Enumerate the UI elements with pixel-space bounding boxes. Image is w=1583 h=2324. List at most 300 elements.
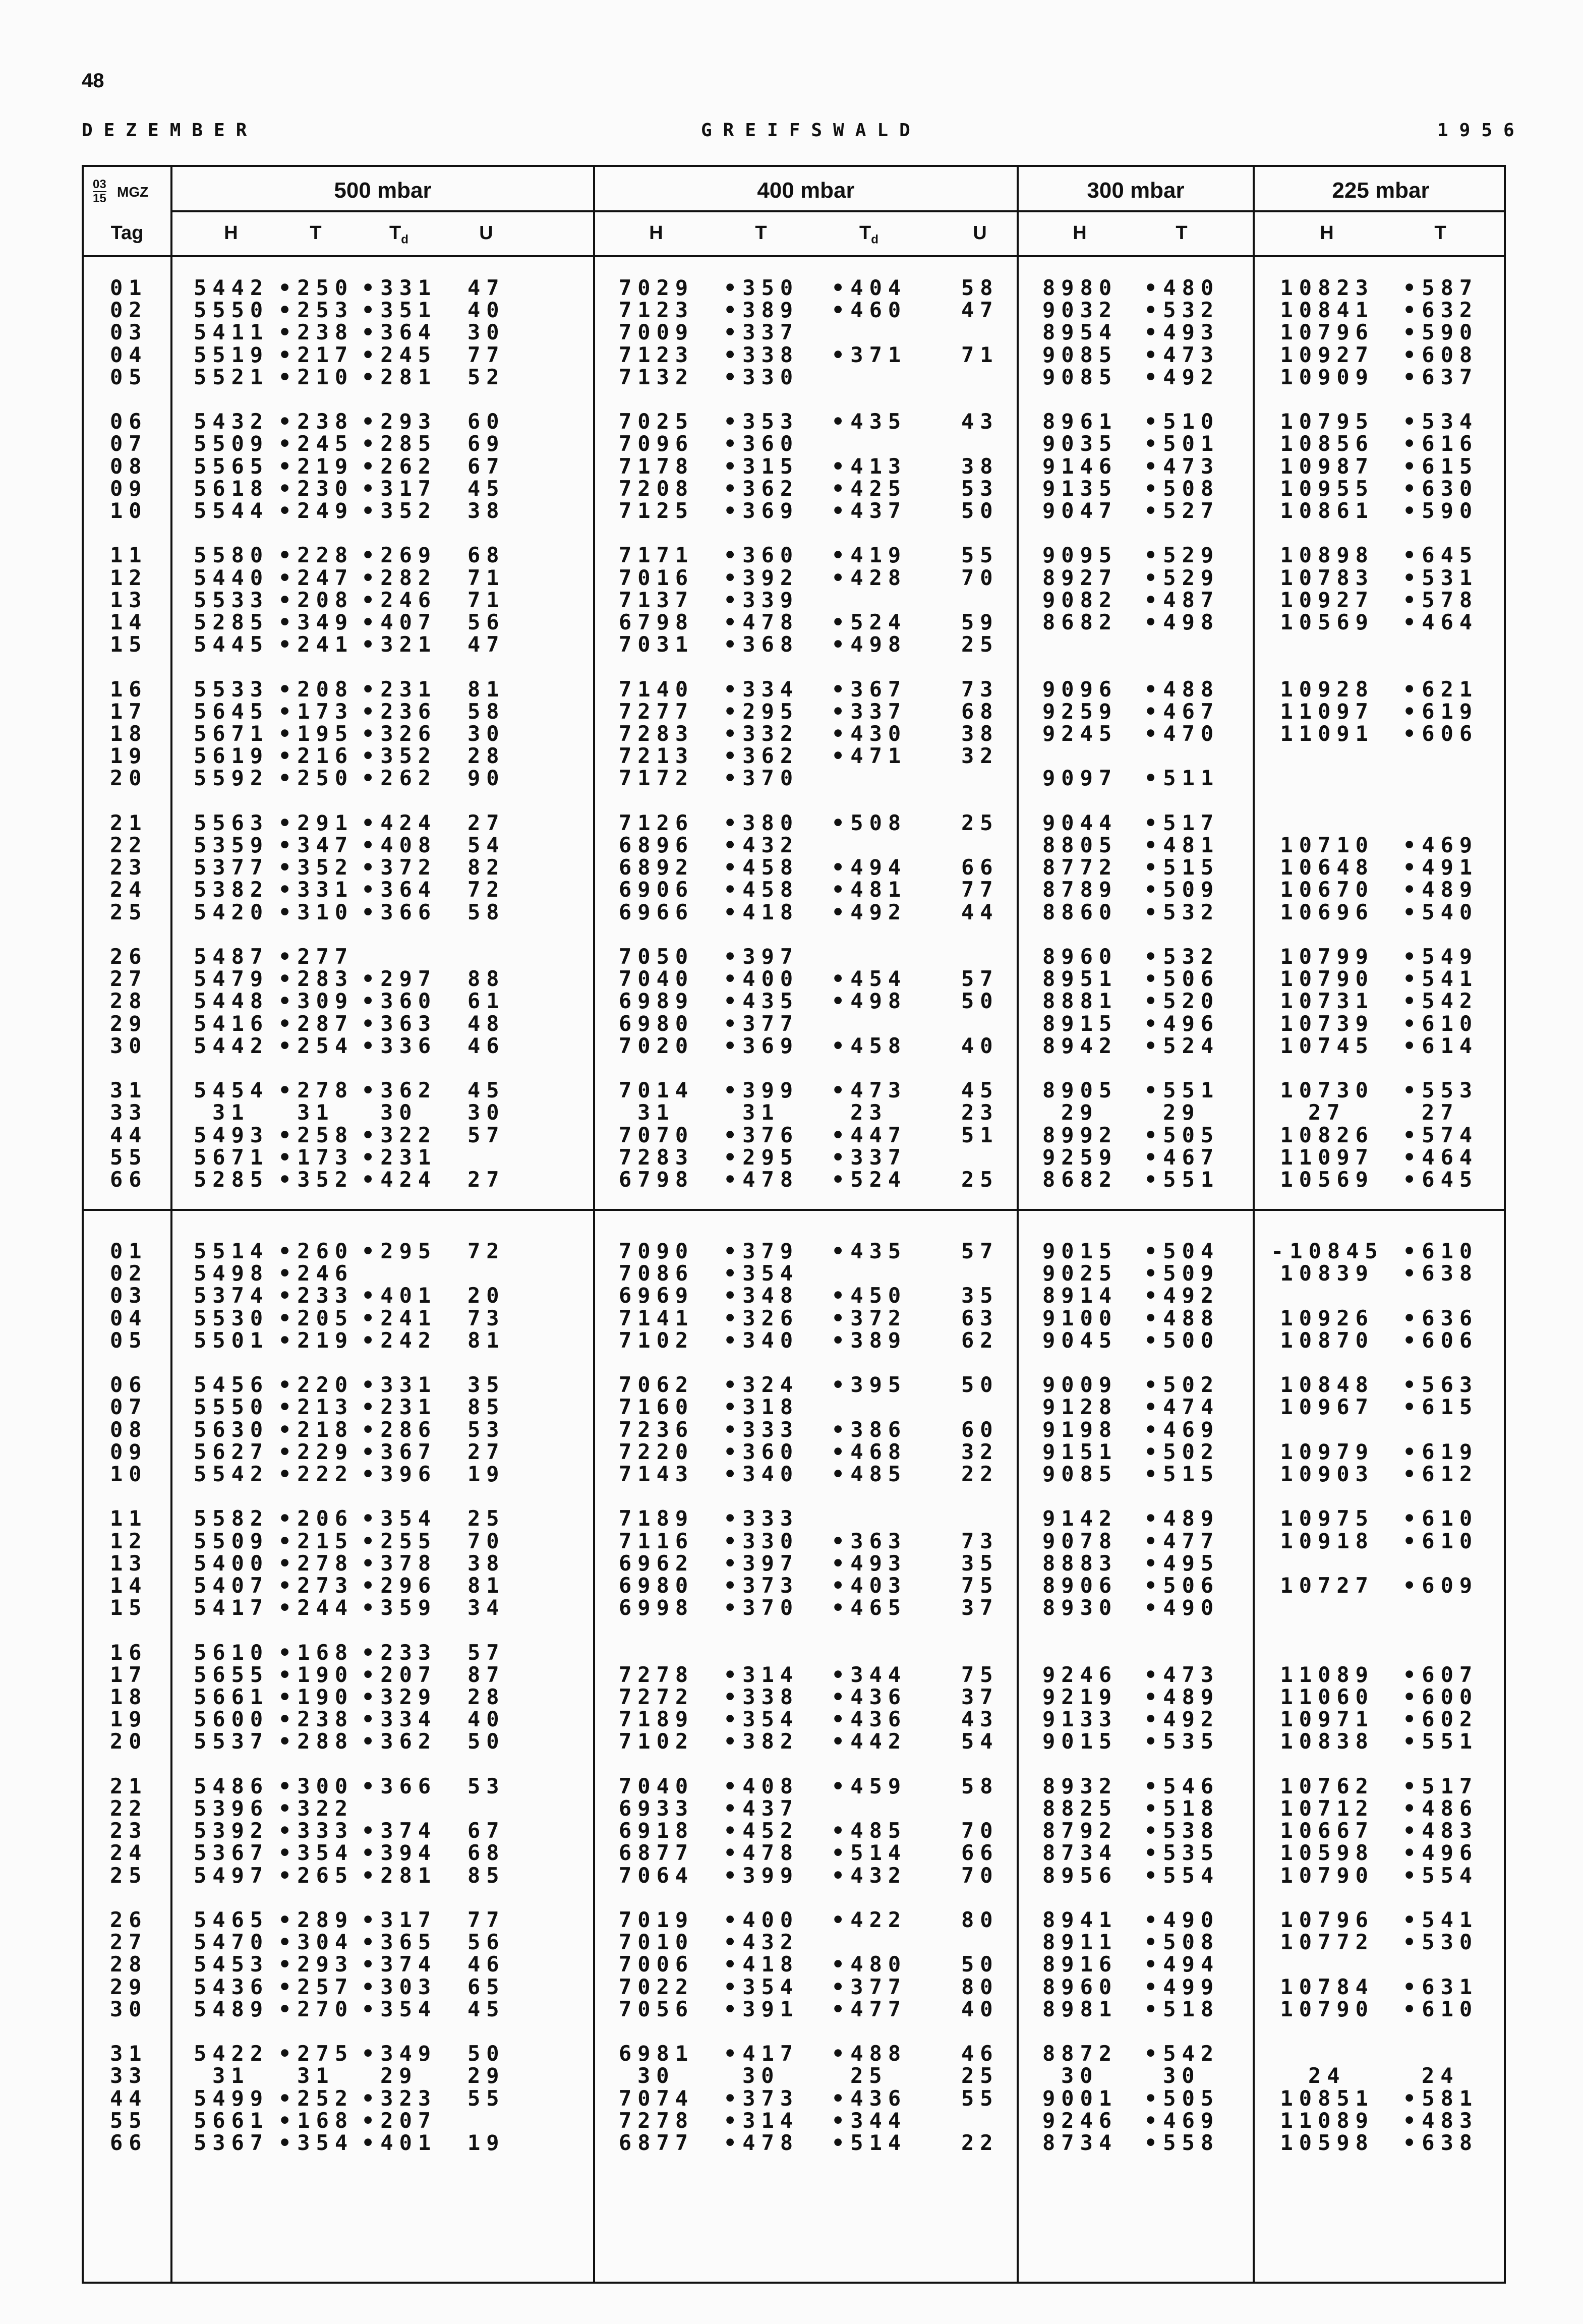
cell-h-300: 9032 [1042,298,1118,323]
cell-t-500: •254 [278,1033,354,1058]
level-header: 300 mbar [1087,178,1185,203]
cell-t-400: •400 [724,1907,799,1932]
cell-h-300: 9095 [1042,543,1118,568]
cell-h-400: 7213 [619,743,694,769]
day-label: 08 [110,453,148,479]
cell-t-300: •487 [1144,587,1220,612]
cell-t-500: •277 [278,944,354,969]
cell-td-400: •377 [832,1974,907,1999]
cell-t-225: •553 [1403,1078,1479,1103]
cell-t-300: •495 [1144,1550,1220,1576]
cell-t-500: •349 [278,610,354,634]
day-label: 30 [110,1033,148,1058]
day-label: 31 [110,1078,148,1103]
cell-h-225: 10710 [1280,833,1374,857]
cell-td-400: •363 [832,1528,907,1553]
cell-t-500: •230 [278,476,354,501]
cell-h-300: 9035 [1042,431,1118,456]
cell-t-225: •590 [1403,320,1479,345]
cell-u-500: 90 [467,766,505,791]
cell-h-300: 8956 [1042,1863,1118,1888]
cell-u-400: 71 [961,342,999,367]
cell-td-400: •492 [832,899,907,924]
cell-h-400: 7137 [619,587,694,612]
cell-t-225: •607 [1403,1662,1479,1687]
cell-u-400: 66 [961,1840,999,1866]
cell-t-500: •219 [278,1327,354,1353]
cell-h-500: 5396 [194,1796,269,1821]
cell-t-225: •610 [1403,1011,1479,1036]
cell-u-500: 47 [467,275,505,300]
cell-t-500: •168 [278,1640,354,1665]
cell-t-300: •489 [1144,1684,1220,1709]
cell-td-400: •372 [832,1305,907,1330]
cell-td-400: •465 [832,1595,907,1620]
cell-h-300: 9198 [1042,1417,1118,1442]
cell-u-500: 72 [467,1239,505,1263]
cell-t-300: •520 [1144,989,1220,1014]
cell-h-400: 7006 [619,1952,694,1977]
cell-td-500: •372 [362,855,437,880]
cell-t-300: •532 [1144,944,1220,969]
cell-h-225: 10987 [1280,453,1374,479]
cell-h-500: 5400 [194,1550,269,1576]
cell-t-300: •551 [1144,1167,1220,1192]
column-header-t-500: T [310,222,322,244]
cell-h-500: 5411 [194,320,269,345]
cell-h-225: 10796 [1280,320,1374,345]
cell-h-500: 5448 [194,989,269,1014]
cell-h-225: 11097 [1280,1144,1374,1170]
cell-h-300: 9133 [1042,1707,1118,1732]
cell-t-400: •324 [724,1372,799,1398]
cell-u-500: 81 [467,1573,505,1598]
cell-u-500: 35 [467,1372,505,1398]
cell-h-225: 11060 [1280,1684,1374,1709]
cell-td-500: •295 [362,1239,437,1263]
cell-h-500: 5436 [194,1974,269,1999]
cell-h-400: 7277 [619,699,694,724]
cell-h-225: 10783 [1280,565,1374,590]
cell-h-225: 10696 [1280,899,1374,924]
cell-h-300: 9151 [1042,1439,1118,1464]
cell-h-500: 5627 [194,1439,269,1464]
cell-td-400: •371 [832,342,907,367]
cell-td-500: •352 [362,743,437,769]
cell-td-400: •395 [832,1372,907,1398]
cell-h-400: 7171 [619,543,694,568]
cell-h-300: 9128 [1042,1395,1118,1420]
cell-h-500: 5285 [194,1167,269,1192]
day-label: 01 [110,275,148,300]
cell-td-400: •508 [832,810,907,835]
cell-h-500: 5374 [194,1283,269,1308]
cell-td-500: •241 [362,1305,437,1330]
cell-h-225: 10598 [1280,1840,1374,1866]
cell-h-500: 5530 [194,1305,269,1330]
cell-t-500: •278 [278,1550,354,1576]
cell-h-400: 6989 [619,989,694,1014]
cell-td-400: •480 [832,1952,907,1977]
cell-u-400: 55 [961,2085,999,2111]
cell-u-400: 50 [961,498,999,523]
cell-td-500: •407 [362,610,437,634]
cell-h-225: 10727 [1280,1573,1374,1598]
cell-t-500: •208 [278,587,354,612]
cell-td-500: •245 [362,342,437,367]
cell-h-225: 10870 [1280,1327,1374,1353]
cell-td-400: •344 [832,2108,907,2133]
cell-td-500: •231 [362,1395,437,1420]
cell-u-400: 25 [961,1167,999,1192]
day-label: 07 [110,431,148,456]
cell-t-300: •490 [1144,1907,1220,1932]
cell-h-500: 5630 [194,1417,269,1442]
day-label: 66 [110,2130,148,2155]
cell-u-500: 27 [467,1167,505,1192]
cell-h-400: 6962 [619,1550,694,1576]
cell-t-300: •481 [1144,833,1220,857]
cell-h-400: 6969 [619,1283,694,1308]
cell-u-500: 82 [467,855,505,880]
cell-h-400: 7123 [619,342,694,367]
cell-h-400: 6877 [619,1840,694,1866]
cell-t-400: •418 [724,1952,799,1977]
cell-t-225: •630 [1403,476,1479,501]
cell-u-400: 55 [961,543,999,568]
cell-td-500: •285 [362,431,437,456]
cell-t-225: •483 [1403,1818,1479,1843]
cell-td-500: •246 [362,587,437,612]
cell-t-225: •615 [1403,453,1479,479]
cell-h-400: 7116 [619,1528,694,1553]
hour-bottom: 15 [93,192,106,205]
cell-t-500: •208 [278,676,354,702]
cell-h-400: 7022 [619,1974,694,1999]
cell-t-225: •645 [1403,543,1479,568]
hour-top: 03 [93,178,106,191]
cell-t-400: •391 [724,1996,799,2021]
column-header-t-300: T [1176,222,1188,244]
cell-h-400: 7031 [619,632,694,657]
cell-t-500: •250 [278,275,354,300]
day-label: 55 [110,1144,148,1170]
cell-u-400: 63 [961,1305,999,1330]
cell-t-300: •502 [1144,1372,1220,1398]
cell-t-400: •326 [724,1305,799,1330]
cell-h-225: 10648 [1280,855,1374,880]
cell-h-300: 8772 [1042,855,1118,880]
cell-h-500: 5453 [194,1952,269,1977]
cell-h-400: 6933 [619,1796,694,1821]
cell-t-225: •489 [1403,877,1479,902]
cell-h-400: 6980 [619,1011,694,1036]
cell-t-500: •247 [278,565,354,590]
cell-h-225: 10667 [1280,1818,1374,1843]
cell-h-400: 30 [637,2063,675,2088]
cell-h-300: 8789 [1042,877,1118,902]
cell-t-500: •288 [278,1729,354,1754]
cell-h-400: 7278 [619,2108,694,2133]
cell-t-300: 30 [1163,2063,1201,2088]
cell-t-500: •273 [278,1573,354,1598]
cell-h-225: 10971 [1280,1707,1374,1732]
cell-u-500: 45 [467,1996,505,2021]
cell-h-225: 10712 [1280,1796,1374,1821]
cell-h-500: 5550 [194,1395,269,1420]
cell-h-500: 5544 [194,498,269,523]
cell-td-500: •331 [362,275,437,300]
data-table [82,165,1506,2284]
cell-u-400: 23 [961,1100,999,1125]
cell-h-300: 9015 [1042,1729,1118,1754]
cell-h-300: 8734 [1042,2130,1118,2155]
cell-t-400: •330 [724,1528,799,1553]
cell-t-400: •389 [724,298,799,323]
cell-h-400: 7019 [619,1907,694,1932]
cell-td-400: •471 [832,743,907,769]
cell-t-400: •360 [724,431,799,456]
cell-td-500: •269 [362,543,437,568]
cell-h-400: 7016 [619,565,694,590]
cell-h-500: 5479 [194,966,269,992]
cell-h-400: 7126 [619,810,694,835]
cell-u-500: 67 [467,1818,505,1843]
cell-h-400: 7086 [619,1261,694,1286]
cell-h-500: 5454 [194,1078,269,1103]
cell-h-300: 29 [1061,1100,1099,1125]
cell-td-500: •334 [362,1707,437,1732]
cell-h-500: 5550 [194,298,269,323]
cell-h-300: 8961 [1042,409,1118,434]
cell-t-500: •168 [278,2108,354,2133]
cell-h-400: 7062 [619,1372,694,1398]
cell-h-225: 27 [1308,1100,1346,1125]
cell-t-500: •195 [278,721,354,746]
cell-h-300: 9082 [1042,587,1118,612]
column-header-h-225: H [1320,222,1334,244]
cell-u-400: 75 [961,1573,999,1598]
cell-h-500: 5440 [194,565,269,590]
day-label: 20 [110,766,148,791]
cell-u-500: 19 [467,2130,505,2155]
cell-h-225: 10926 [1280,1305,1374,1330]
cell-t-500: •219 [278,453,354,479]
cell-t-300: •489 [1144,1506,1220,1531]
cell-h-500: 5497 [194,1863,269,1888]
cell-t-225: •610 [1403,1996,1479,2021]
cell-t-400: •340 [724,1462,799,1486]
cell-t-500: •253 [278,298,354,323]
cell-h-500: 5442 [194,1033,269,1058]
cell-h-300: 8981 [1042,1996,1118,2021]
cell-h-400: 7014 [619,1078,694,1103]
cell-u-500: 50 [467,1729,505,1754]
column-header-t-400: T [755,222,767,244]
day-label: 13 [110,1550,148,1576]
cell-h-300: 8942 [1042,1033,1118,1058]
cell-h-500: 5407 [194,1573,269,1598]
cell-t-225: •530 [1403,1930,1479,1955]
day-label: 12 [110,565,148,590]
cell-t-500: •217 [278,342,354,367]
header-year: 1956 [1437,120,1526,141]
cell-td-500: •394 [362,1840,437,1866]
day-label: 10 [110,498,148,523]
cell-t-500: •241 [278,632,354,657]
cell-t-300: •473 [1144,453,1220,479]
day-label: 05 [110,1327,148,1353]
cell-td-500: •354 [362,1996,437,2021]
cell-h-500: 31 [212,1100,250,1125]
cell-u-500: 30 [467,320,505,345]
cell-h-500: 5600 [194,1707,269,1732]
day-label: 02 [110,1261,148,1286]
cell-td-500: •424 [362,810,437,835]
cell-t-300: •467 [1144,1144,1220,1170]
cell-td-500: •322 [362,1122,437,1147]
cell-h-300: 8915 [1042,1011,1118,1036]
cell-t-225: •606 [1403,1327,1479,1353]
cell-t-300: •500 [1144,1327,1220,1353]
cell-h-500: 5655 [194,1662,269,1687]
cell-t-400: •437 [724,1796,799,1821]
cell-u-500: 19 [467,1462,505,1486]
cell-h-225: 10839 [1280,1261,1374,1286]
cell-t-300: •506 [1144,966,1220,992]
cell-u-400: 70 [961,565,999,590]
cell-t-300: •542 [1144,2041,1220,2066]
cell-h-400: 6877 [619,2130,694,2155]
tag-header: Tag [110,222,144,244]
cell-t-225: •578 [1403,587,1479,612]
day-label: 16 [110,1640,148,1665]
cell-td-400: •498 [832,989,907,1014]
cell-t-400: •339 [724,587,799,612]
cell-t-300: •470 [1144,721,1220,746]
cell-h-300: 8883 [1042,1550,1118,1576]
cell-h-400: 7102 [619,1729,694,1754]
cell-t-300: •510 [1144,409,1220,434]
day-label: 07 [110,1395,148,1420]
cell-u-500: 71 [467,587,505,612]
cell-u-500: 27 [467,1439,505,1464]
cell-h-400: 7029 [619,275,694,300]
cell-h-300: 8960 [1042,944,1118,969]
cell-td-400: •413 [832,453,907,479]
cell-td-500: •262 [362,453,437,479]
cell-h-225: 10967 [1280,1395,1374,1420]
cell-h-500: 5489 [194,1996,269,2021]
day-label: 14 [110,1573,148,1598]
cell-h-300: 9047 [1042,498,1118,523]
cell-t-225: •610 [1403,1239,1479,1263]
day-label: 25 [110,899,148,924]
cell-h-225: 10784 [1280,1974,1374,1999]
cell-t-300: •496 [1144,1011,1220,1036]
cell-h-225: 10795 [1280,409,1374,434]
cell-h-400: 7102 [619,1327,694,1353]
cell-h-500: 5445 [194,632,269,657]
cell-h-400: 6980 [619,1573,694,1598]
cell-t-500: •354 [278,1840,354,1866]
cell-u-500: 68 [467,1840,505,1866]
cell-t-400: •354 [724,1707,799,1732]
cell-t-400: •314 [724,2108,799,2133]
cell-t-225: •600 [1403,1684,1479,1709]
cell-t-300: •492 [1144,1283,1220,1308]
header-station: GREIFSWALD [701,120,921,141]
cell-u-400: 38 [961,453,999,479]
cell-h-500: 5671 [194,721,269,746]
cell-t-300: •515 [1144,1462,1220,1486]
cell-h-400: 7143 [619,1462,694,1486]
cell-t-400: •478 [724,1840,799,1866]
cell-t-225: •615 [1403,1395,1479,1420]
day-label: 22 [110,1796,148,1821]
cell-h-500: 5493 [194,1122,269,1147]
cell-t-225: •486 [1403,1796,1479,1821]
cell-td-500: •317 [362,476,437,501]
cell-h-225: 10731 [1280,989,1374,1014]
cell-td-500: •255 [362,1528,437,1553]
cell-h-300: 9085 [1042,1462,1118,1486]
cell-h-300: 8911 [1042,1930,1118,1955]
cell-t-500: •238 [278,320,354,345]
day-label: 14 [110,610,148,634]
cell-h-500: 5456 [194,1372,269,1398]
cell-h-400: 6892 [619,855,694,880]
cell-t-300: •532 [1144,899,1220,924]
cell-h-400: 7050 [619,944,694,969]
cell-t-400: •373 [724,2085,799,2111]
cell-u-400: 70 [961,1863,999,1888]
cell-h-225: 11091 [1280,721,1374,746]
cell-u-400: 22 [961,2130,999,2155]
cell-h-300: 9085 [1042,364,1118,389]
cell-td-500: •374 [362,1818,437,1843]
cell-t-300: •546 [1144,1773,1220,1798]
cell-t-400: •478 [724,2130,799,2155]
cell-t-500: •206 [278,1506,354,1531]
cell-t-300: •517 [1144,810,1220,835]
cell-td-400: •422 [832,1907,907,1932]
cell-u-400: 68 [961,699,999,724]
cell-td-400: •436 [832,1684,907,1709]
cell-t-400: •418 [724,899,799,924]
day-label: 09 [110,1439,148,1464]
cell-u-500: 30 [467,1100,505,1125]
cell-h-400: 6906 [619,877,694,902]
cell-h-500: 5661 [194,2108,269,2133]
cell-h-300: 8860 [1042,899,1118,924]
cell-h-225: 10823 [1280,275,1374,300]
cell-h-500: 5533 [194,676,269,702]
cell-h-225: 10975 [1280,1506,1374,1531]
cell-t-500: •228 [278,543,354,568]
cell-h-225: 10927 [1280,342,1374,367]
cell-td-400: •337 [832,1144,907,1170]
cell-td-500: •207 [362,1662,437,1687]
cell-t-225: •638 [1403,2130,1479,2155]
cell-t-300: •529 [1144,565,1220,590]
cell-t-500: •300 [278,1773,354,1798]
cell-t-400: •380 [724,810,799,835]
cell-h-500: 5465 [194,1907,269,1932]
cell-td-400: •419 [832,543,907,568]
cell-t-500: •257 [278,1974,354,1999]
cell-h-225: 10739 [1280,1011,1374,1036]
